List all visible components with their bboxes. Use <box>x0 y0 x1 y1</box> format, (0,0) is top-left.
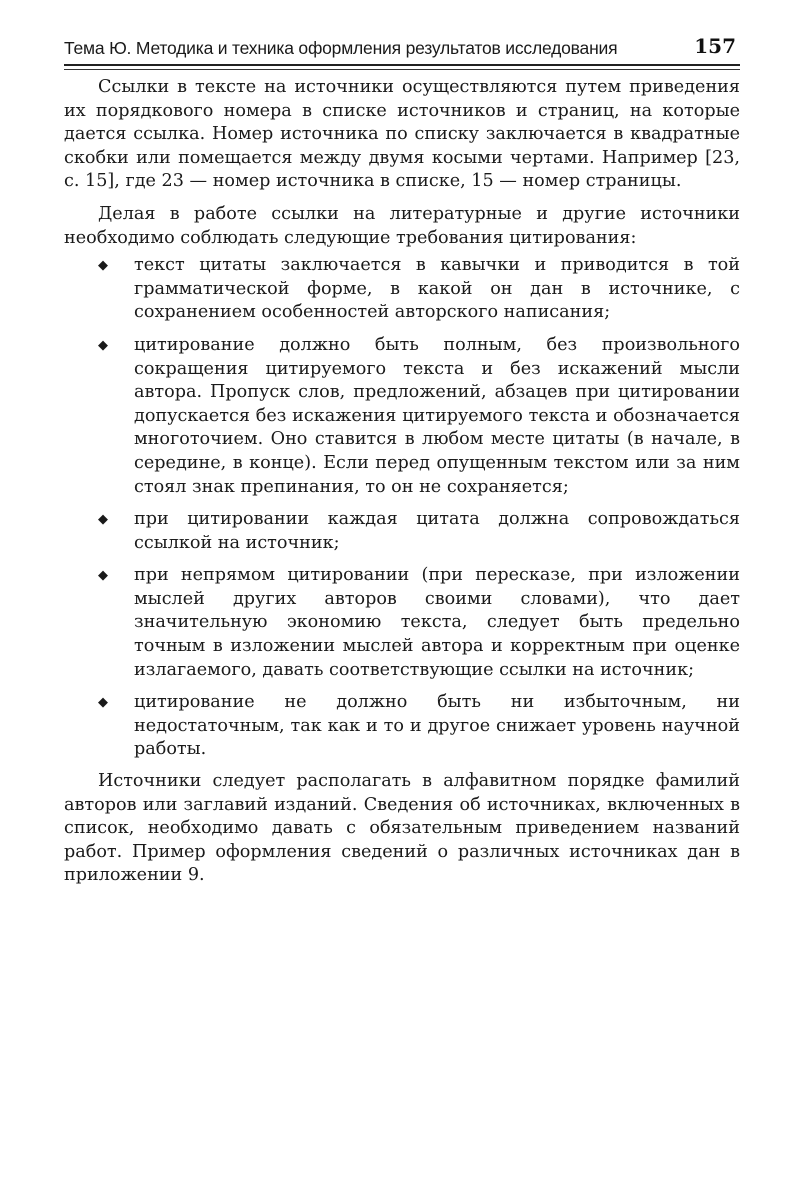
body-text <box>64 76 740 888</box>
paragraph-citation-format: Ссылки в тексте на источники осуществляются путем приведения их порядкового номера в списке источников и страниц, на которые дается ссылка. Номер источника по списку заключается в квадратные скобки или помещается между двумя косыми чертами. Например [23, с. 15], где 23 — номер источника в списке, 15 — номер страницы. <box>64 77 740 192</box>
running-head <box>64 34 736 64</box>
header-rule-thick <box>64 64 740 66</box>
list-item-text: текст цитаты заключается в кавычки и приводится в той грамматической форме, в какой он дан в источнике, с сохранением особенностей авторского написания; <box>134 255 740 323</box>
header-rule-thin <box>64 69 740 70</box>
diamond-bullet-icon: ◆ <box>98 695 108 711</box>
list-item-text: цитирование должно быть полным, без произвольного сокращения цитируемого текста и без искажений мысли автора. Пропуск слов, предложений, абзацев при цитировании допускается без искажения цитируемого текста и обозначается многоточием. Оно ставится в любом месте цитаты (в начале, в середине, в конце). Если перед опущенным текстом или за ним стоял знак препинания, то он не сохраняется; <box>134 334 740 497</box>
list-item <box>64 564 740 682</box>
list-item <box>64 254 740 325</box>
paragraph-source-ordering: Источники следует располагать в алфавитном порядке фамилий авторов или заглавий изданий. Сведения об источниках, включенных в список, необходимо давать с обязательным приведением названий работ. Пример оформления сведений о различных источниках дан в приложении 9. <box>64 771 740 886</box>
list-item <box>64 691 740 762</box>
list-item-text: при непрямом цитировании (при пересказе, при изложении мыслей других авторов своими словами), что дает значительную экономию текста, следует быть предельно точным в изложении мыслей автора и корректным при оценке излагаемого, давать соответствующие ссылки на источник; <box>134 565 740 680</box>
list-item <box>64 334 740 499</box>
diamond-bullet-icon: ◆ <box>98 568 108 584</box>
running-title: Тема Ю. Методика и техника оформления результатов исследования <box>64 38 618 58</box>
diamond-bullet-icon: ◆ <box>98 258 108 274</box>
list-item <box>64 508 740 555</box>
diamond-bullet-icon: ◆ <box>98 512 108 528</box>
page-number: 157 <box>694 34 736 58</box>
diamond-bullet-icon: ◆ <box>98 337 108 353</box>
requirements-list <box>64 254 740 762</box>
paragraph-citation-requirements: Делая в работе ссылки на литературные и другие источники необходимо соблюдать следующие требования цитирования: <box>64 203 740 248</box>
list-item-text: при цитировании каждая цитата должна сопровождаться ссылкой на источник; <box>134 509 740 553</box>
list-item-text: цитирование не должно быть ни избыточным, ни недостаточным, так как и то и другое снижает уровень научной работы. <box>134 692 740 760</box>
